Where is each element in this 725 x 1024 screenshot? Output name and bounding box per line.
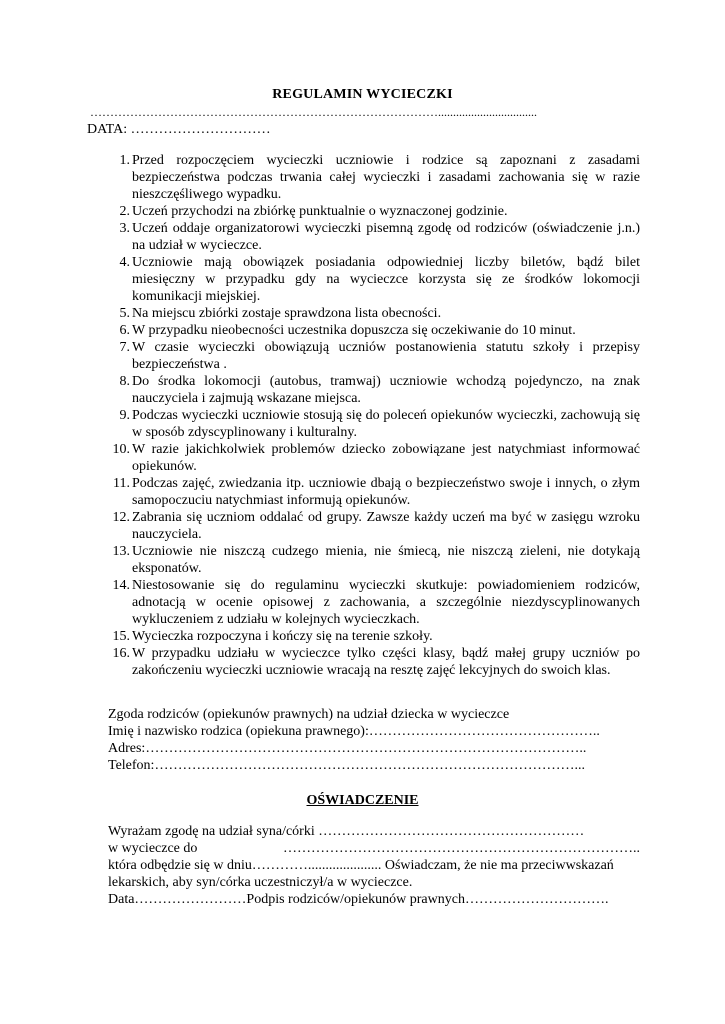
- rule-number: 1.: [119, 153, 130, 168]
- rule-text: W przypadku nieobecności uczestnika dopuszcza się oczekiwanie do 10 minut.: [132, 323, 576, 338]
- rule-item: [119, 322, 640, 339]
- rule-item: [119, 152, 640, 203]
- declaration-line-destination: [108, 840, 640, 857]
- rule-item: [119, 220, 640, 254]
- declaration-line-date: która odbędzie się w dniu…………..................... Oświadczam, że nie ma przeciwwskazań: [108, 858, 614, 873]
- rule-item: [112, 577, 640, 628]
- rule-number: 10.: [112, 442, 130, 457]
- destination-dots: …………………………………………………………………..: [283, 841, 640, 856]
- rule-number: 5.: [119, 306, 130, 321]
- rule-number: 13.: [112, 544, 130, 559]
- rule-text: Podczas wycieczki uczniowie stosują się do poleceń opiekunów wycieczki, zachowują się w sposób zdyscyplinowany i kulturalny.: [132, 408, 640, 440]
- destination-label: w wycieczce do: [108, 841, 198, 856]
- rule-text: Uczniowie nie niszczą cudzego mienia, nie śmiecą, nie niszczą zieleni, nie dotykają eksponatów.: [132, 544, 640, 576]
- rule-item: [113, 475, 640, 509]
- rule-item: [112, 509, 640, 543]
- rule-number: 8.: [119, 374, 130, 389]
- rule-item: [119, 305, 640, 322]
- rule-item: [112, 543, 640, 577]
- declaration-line-consent: Wyrażam zgodę na udział syna/córki …………………………………………………: [108, 824, 585, 839]
- rule-number: 15.: [112, 629, 130, 644]
- rule-item: [119, 373, 640, 407]
- rule-number: 2.: [119, 204, 130, 219]
- rule-text: Na miejscu zbiórki zostaje sprawdzona lista obecności.: [132, 306, 442, 321]
- rule-number: 12.: [112, 510, 130, 525]
- rule-text: Zabrania się uczniom oddalać od grupy. Zawsze każdy uczeń ma być w zasięgu wzroku nauczyciela.: [132, 510, 640, 542]
- rule-number: 3.: [119, 221, 130, 236]
- rule-number: 9.: [119, 408, 130, 423]
- address-field: Adres:…………………………………………………………………………………..: [108, 741, 587, 756]
- rule-text: Wycieczka rozpoczyna i kończy się na terenie szkoły.: [132, 629, 433, 644]
- rule-text: W przypadku udziału w wycieczce tylko części klasy, bądź małej grupy uczniów po zakończeniu wycieczki uczniowie wracają na resztę zajęć lekcyjnych do swoich klas.: [132, 646, 640, 678]
- dotted-line: …………………………………………………………………………….................................: [90, 105, 537, 119]
- rules-list: [112, 152, 640, 679]
- rule-text: Podczas zajęć, zwiedzania itp. uczniowie dbają o bezpieczeństwo swoje i innych, o złym samopoczuciu natychmiast informują opiekunów.: [132, 476, 640, 508]
- parent-consent-section: [108, 706, 640, 774]
- rule-item: [119, 407, 640, 441]
- document-title: REGULAMIN WYCIECZKI: [272, 87, 453, 102]
- rule-item: [119, 203, 640, 220]
- rule-item: [119, 339, 640, 373]
- rule-text: Do środka lokomocji (autobus, tramwaj) uczniowie wchodzą pojedynczo, na znak nauczyciela i zajmują wskazane miejsca.: [132, 374, 640, 406]
- parent-name-field: Imię i nazwisko rodzica (opiekuna prawnego):…………………………………………..: [108, 724, 600, 739]
- date-field: DATA: …………………………: [87, 122, 271, 137]
- declaration-line-signature: Data……………………Podpis rodziców/opiekunów prawnych………………………….: [108, 892, 609, 907]
- rule-text: Uczeń oddaje organizatorowi wycieczki pisemną zgodę od rodziców (oświadczenie j.n.) na udział w wycieczce.: [132, 221, 640, 253]
- rule-item: [112, 645, 640, 679]
- declaration-title: OŚWIADCZENIE: [306, 793, 419, 808]
- rule-text: Przed rozpoczęciem wycieczki uczniowie i rodzice są zapoznani z zasadami bezpieczeństwa podczas trwania całej wycieczki i zasadami zachowania się w razie nieszczęśliwego wypadku.: [132, 153, 640, 202]
- rule-item: [112, 628, 640, 645]
- rule-text: W razie jakichkolwiek problemów dziecko zobowiązane jest natychmiast informować opiekunów.: [132, 442, 640, 474]
- rule-item: [119, 254, 640, 305]
- rule-text: Niestosowanie się do regulaminu wycieczki skutkuje: powiadomieniem rodziców, adnotacją w ocenie opisowej z zachowania, a szczególnie niezdyscyplinowanych wykluczeniem z udziału w kolejnych wycieczkach.: [132, 578, 640, 627]
- rule-text: Uczeń przychodzi na zbiórkę punktualnie o wyznaczonej godzinie.: [132, 204, 508, 219]
- rule-number: 4.: [119, 255, 130, 270]
- rule-number: 7.: [119, 340, 130, 355]
- rule-number: 11.: [113, 476, 130, 491]
- rule-item: [112, 441, 640, 475]
- rule-number: 6.: [119, 323, 130, 338]
- rule-text: Uczniowie mają obowiązek posiadania odpowiedniej liczby biletów, bądź bilet miesięczny w przypadku gdy na wycieczce korzysta się ze środków lokomocji komunikacji miejskiej.: [132, 255, 640, 304]
- declaration-section: [108, 823, 640, 908]
- consent-heading: Zgoda rodziców (opiekunów prawnych) na udział dziecka w wycieczce: [108, 707, 510, 722]
- rule-text: W czasie wycieczki obowiązują uczniów postanowienia statutu szkoły i przepisy bezpieczeństwa .: [132, 340, 640, 372]
- phone-field: Telefon:………………………………………………………………………………...: [108, 758, 585, 773]
- declaration-line-medical: lekarskich, aby syn/córka uczestniczył/a w wycieczce.: [108, 875, 413, 890]
- rule-number: 14.: [112, 578, 130, 593]
- rule-number: 16.: [112, 646, 130, 661]
